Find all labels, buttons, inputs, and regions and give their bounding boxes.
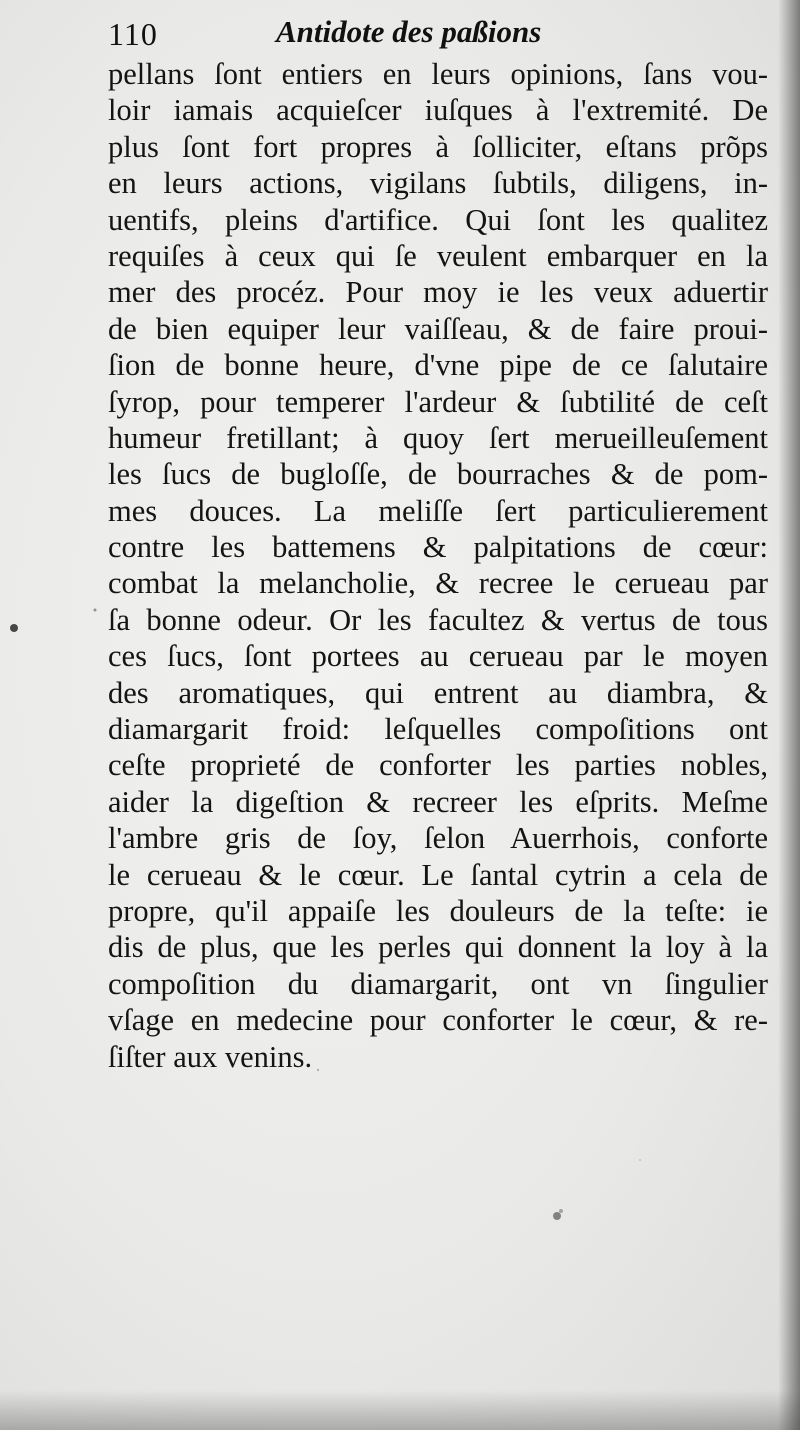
text-line: dis de plus, que les perles qui donnent la loy à la bbox=[108, 930, 768, 965]
text-line: aider la digeſtion & recreer les eſprits. Meſme bbox=[108, 784, 768, 819]
text-line: les ſucs de bugloſſe, de bourraches & de pom- bbox=[108, 457, 768, 492]
text-line: ſa bonne odeur. Or les facultez & vertus de tous bbox=[108, 602, 768, 637]
text-line: ſyrop, pour temperer l'ardeur & ſubtilité de ceſt bbox=[108, 384, 768, 419]
text-line: ces ſucs, ſont portees au cerueau par le moyen bbox=[108, 639, 768, 674]
text-line: le cerueau & le cœur. Le ſantal cytrin a cela de bbox=[108, 857, 768, 892]
text-line: requiſes à ceux qui ſe veulent embarquer en la bbox=[108, 238, 768, 273]
text-line: propre, qu'il appaiſe les douleurs de la teſte: ie bbox=[108, 893, 768, 928]
text-line: plus ſont fort propres à ſolliciter, eſtans prõps bbox=[108, 129, 768, 164]
text-line: compoſition du diamargarit, ont vn ſingulier bbox=[108, 966, 768, 1001]
text-line: ſiſter aux venins. bbox=[108, 1039, 313, 1074]
page-header bbox=[108, 12, 778, 52]
text-line: ſion de bonne heure, d'vne pipe de ce ſalutaire bbox=[108, 348, 768, 383]
text-line: mes douces. La meliſſe ſert particulierement bbox=[108, 493, 768, 528]
text-line: combat la melancholie, & recree le cerueau par bbox=[108, 566, 768, 601]
text-line: uentifs, pleins d'artifice. Qui ſont les qualitez bbox=[108, 202, 768, 237]
text-line: ceſte proprieté de conforter les parties nobles, bbox=[108, 748, 768, 783]
text-line: des aromatiques, qui entrent au diambra, & bbox=[108, 675, 768, 710]
page-number: 110 bbox=[108, 16, 158, 52]
text-line: l'ambre gris de ſoy, ſelon Auerrhois, conforte bbox=[108, 821, 768, 856]
body-text bbox=[108, 56, 768, 1075]
text-line: mer des procéz. Pour moy ie les veux aduertir bbox=[108, 275, 768, 310]
text-line: pellans ſont entiers en leurs opinions, ſans vou- bbox=[108, 57, 768, 91]
text-line: contre les battemens & palpitations de cœur: bbox=[108, 530, 768, 565]
text-line: de bien equiper leur vaiſſeau, & de faire proui- bbox=[108, 311, 768, 346]
text-line: humeur fretillant; à quoy ſert merueilleuſement bbox=[108, 420, 768, 455]
text-line: diamargarit froid: leſquelles compoſitions ont bbox=[108, 712, 768, 747]
text-line: loir iamais acquieſcer iuſques à l'extremité. De bbox=[108, 93, 768, 128]
text-line: en leurs actions, vigilans ſubtils, diligens, in- bbox=[108, 166, 768, 201]
text-line: vſage en medecine pour conforter le cœur, & re- bbox=[108, 1003, 768, 1038]
running-title: Antidote des paßions bbox=[276, 14, 542, 49]
